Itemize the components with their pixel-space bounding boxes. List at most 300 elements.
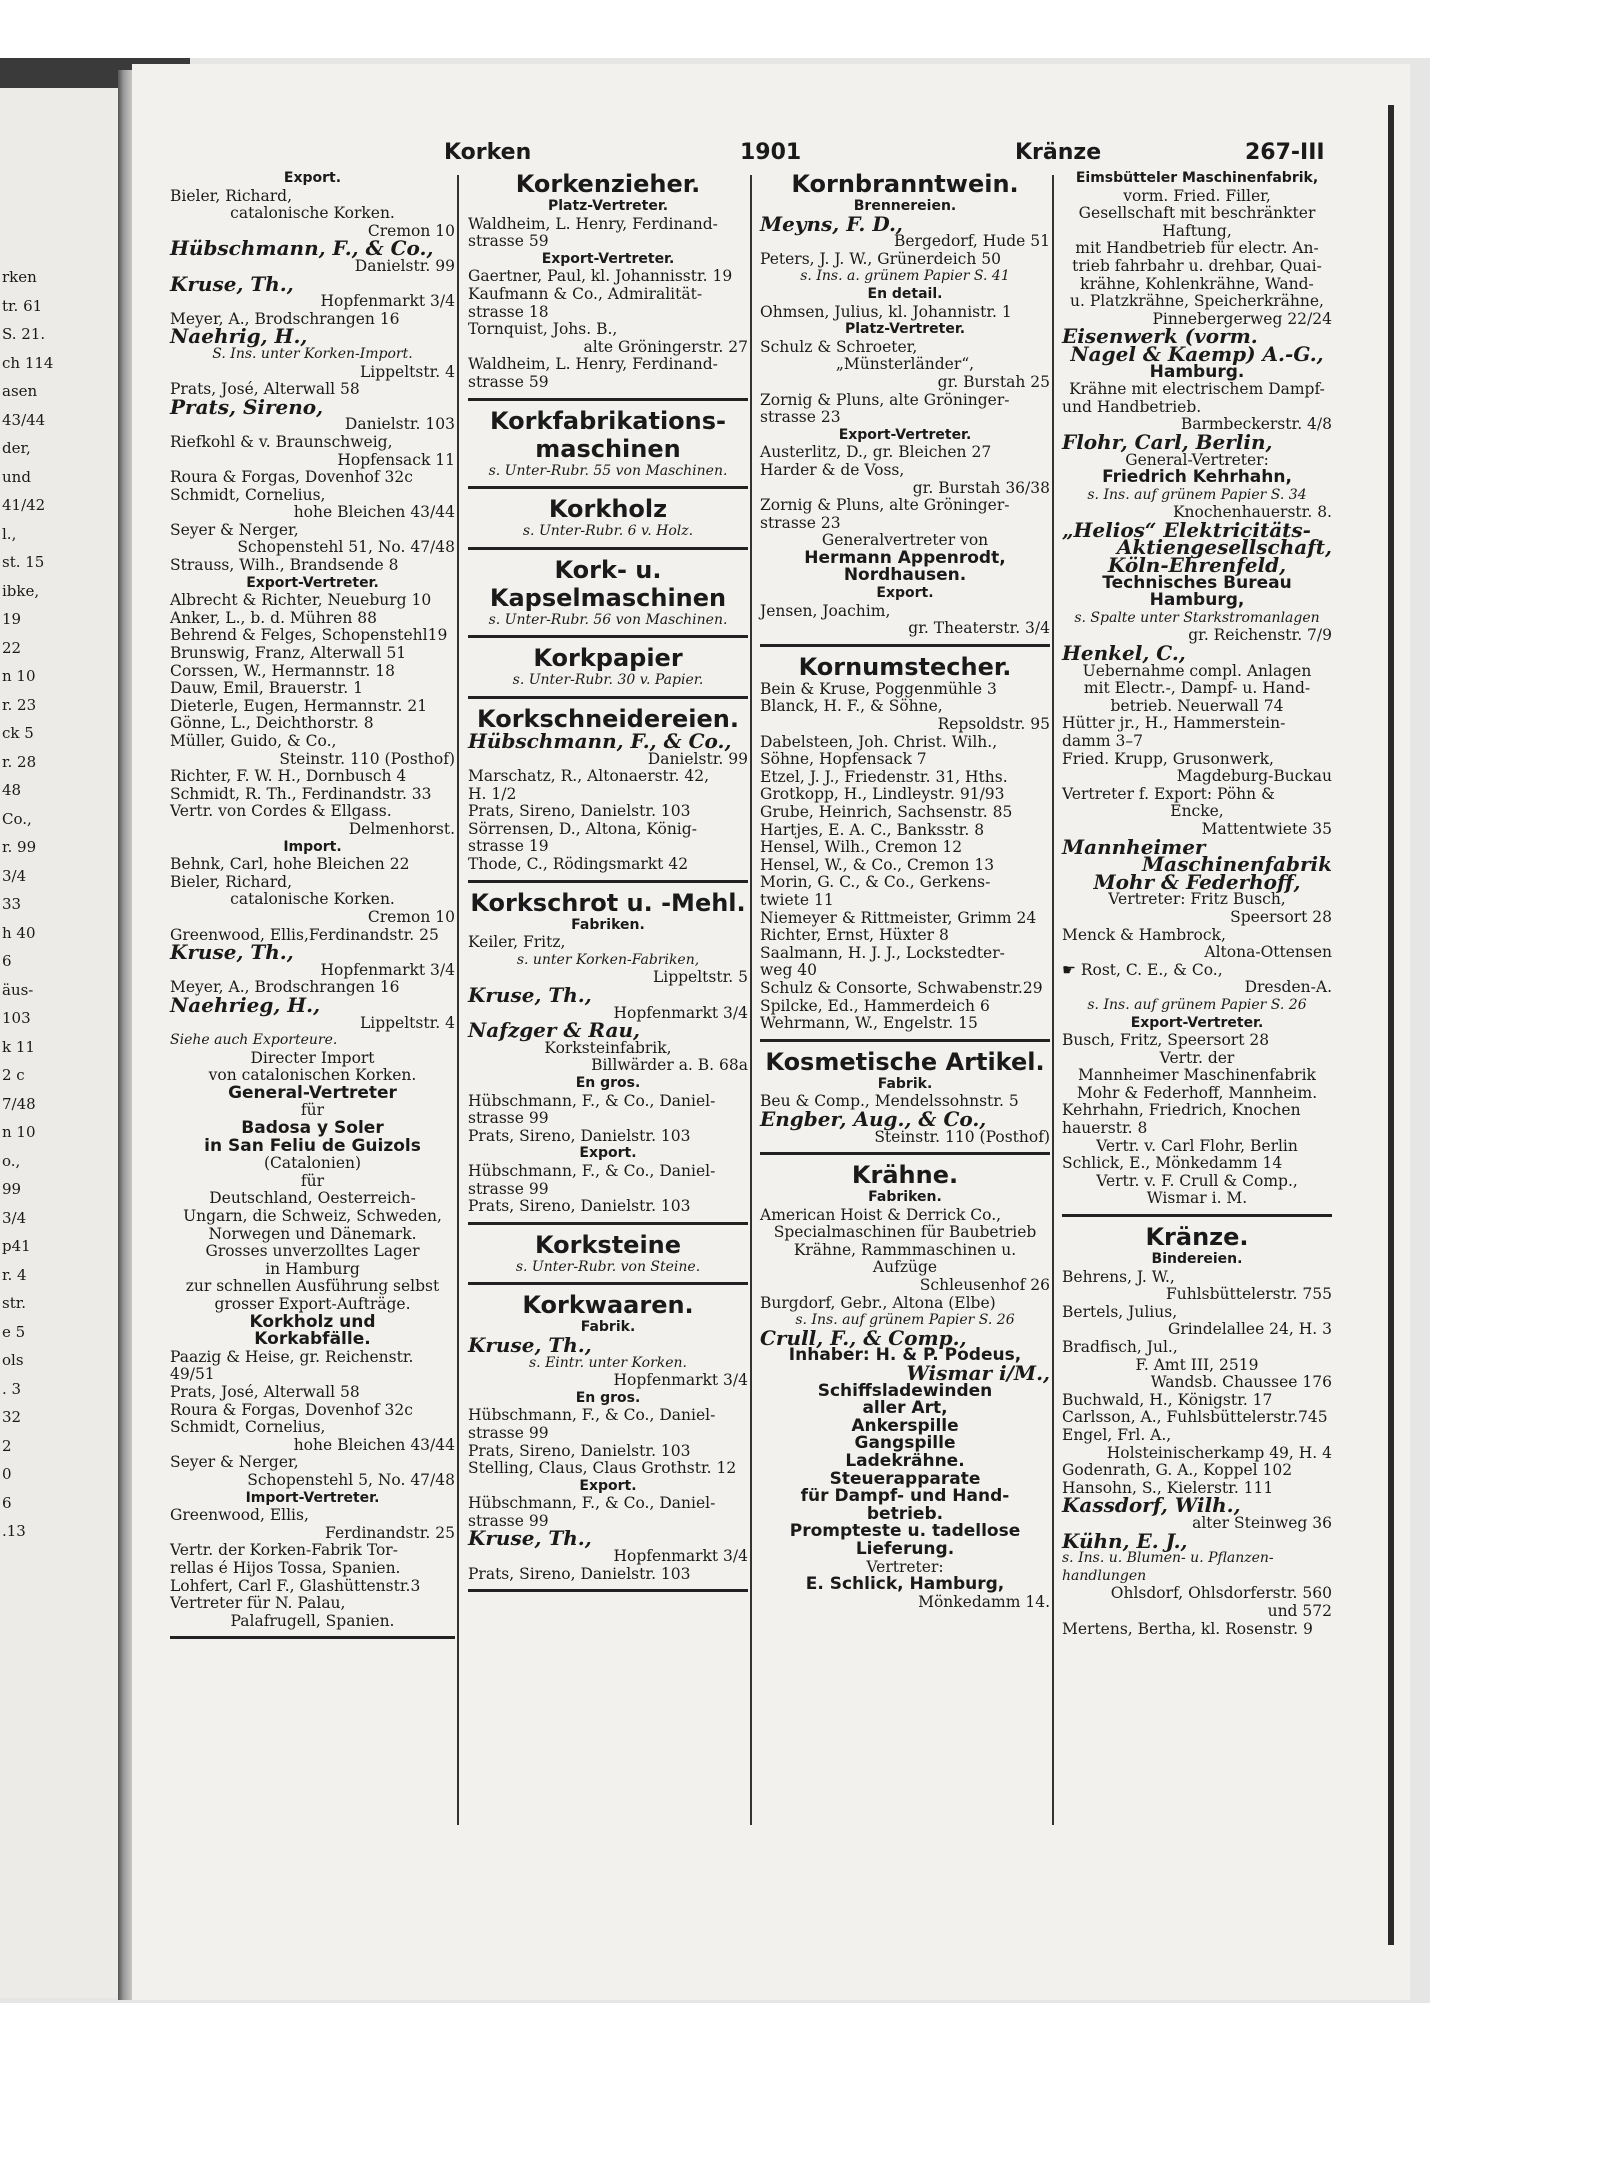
entry-line: Greenwood, Ellis,Ferdinandstr. 25 (170, 925, 439, 944)
left-page-text-fragment: 2 c (2, 1066, 25, 1084)
entry-line: Schopenstehl 5, No. 47/48 (247, 1470, 455, 1489)
entry-line: Repsoldstr. 95 (937, 715, 1050, 734)
entry-line: Waldheim, L. Henry, Ferdinand- (468, 214, 718, 233)
entry-line: Gaertner, Paul, kl. Johannisstr. 19 (468, 267, 733, 286)
entry-line: Bein & Kruse, Poggenmühle 3 (760, 679, 997, 698)
entry-line: Vertr. der (1159, 1048, 1235, 1067)
subsection-heading: Import-Vertreter. (245, 1489, 380, 1506)
left-page-text-fragment: 103 (2, 1009, 31, 1027)
section-heading: Kork- u. (554, 555, 662, 584)
reference-note: s. Spalte unter Starkstromanlagen (1074, 609, 1320, 626)
left-page-text-fragment: r. 4 (2, 1265, 27, 1284)
entry-line: Ferdinandstr. 25 (325, 1523, 455, 1542)
entry-line: Peters, J. J. W., Grünerdeich 50 (760, 249, 1001, 268)
entry-line: catalonische Korken. (230, 890, 395, 909)
entry-line: Grotkopp, H., Lindleystr. 91/93 (760, 785, 1005, 804)
section-heading: Kosmetische Artikel. (765, 1047, 1045, 1076)
reference-note: s. Unter-Rubr. 55 von Maschinen. (488, 462, 728, 479)
entry-line: Krähne mit electrischem Dampf- (1069, 380, 1325, 399)
entry-line: Cremon 10 (367, 907, 455, 926)
entry-line: Meyer, A., Brodschrangen 16 (170, 978, 400, 997)
entry-line: Grindelallee 24, H. 3 (1167, 1320, 1332, 1339)
entry-line: Hübschmann, F., & Co., Daniel- (468, 1161, 716, 1180)
subsection-heading: Export-Vertreter. (1130, 1014, 1264, 1031)
left-page-text-fragment: asen (2, 382, 38, 400)
entry-line: betrieb. Neuerwall 74 (1110, 696, 1284, 715)
advert-line: Ladekrähne. (845, 1451, 965, 1471)
entry-line: Morin, G. C., & Co., Gerkens- (760, 873, 991, 892)
entry-line: Saalmann, H. J. J., Lockstedter- (760, 943, 1005, 962)
entry-line: Uebernahme compl. Anlagen (1082, 661, 1312, 680)
entry-line: Ohlsdorf, Ohlsdorferstr. 560 (1110, 1584, 1332, 1603)
column-3 (760, 170, 1050, 1611)
advert-line: Nordhausen. (843, 565, 967, 586)
section-heading: Kränze. (1145, 1223, 1249, 1252)
section-rule (760, 1039, 1050, 1042)
advert-line: Schiffsladewinden (817, 1380, 993, 1401)
entry-line: Lippeltstr. 5 (652, 968, 748, 987)
entry-line: mit Handbetrieb für electr. An- (1075, 239, 1319, 258)
subsection-heading: Brennereien. (853, 198, 957, 214)
subsection-heading: Export. (876, 585, 934, 602)
entry-line: strasse 23 (760, 408, 841, 427)
entry-line: Directer Import (250, 1048, 375, 1067)
entry-line: Pinnebergerweg 22/24 (1152, 309, 1332, 328)
subsection-heading: Export-Vertreter. (838, 426, 972, 443)
left-page-text-fragment: st. 15 (2, 553, 45, 571)
entry-line: ☛ Rost, C. E., & Co., (1062, 960, 1223, 979)
advert-line: Badosa y Soler (241, 1118, 384, 1139)
advert-line: Hermann Appenrodt, (804, 547, 1006, 568)
entry-line: Mönkedamm 14. (918, 1592, 1050, 1611)
entry-line: Palafrugell, Spanien. (230, 1611, 395, 1630)
entry-line: Schulz & Schroeter, (760, 337, 918, 356)
entry-line: hohe Bleichen 43/44 (293, 503, 455, 522)
entry-line: Kehrhahn, Friedrich, Knochen (1062, 1101, 1301, 1120)
entry-line: strasse 59 (468, 232, 549, 251)
entry-line: strasse 99 (468, 1423, 549, 1442)
firm-name: Mannheimer (1062, 834, 1206, 859)
entry-line: Zornig & Pluns, alte Gröninger- (760, 390, 1010, 409)
entry-line: Mohr & Federhoff, Mannheim. (1076, 1083, 1318, 1102)
entry-line: strasse 23 (760, 513, 841, 532)
entry-line: alter Steinweg 36 (1192, 1513, 1332, 1532)
left-page-text-fragment: p41 (2, 1237, 31, 1255)
entry-line: Grube, Heinrich, Sachsenstr. 85 (760, 803, 1013, 821)
left-page-text-fragment: h 40 (2, 923, 36, 942)
firm-name: Henkel, C., (1062, 641, 1186, 666)
entry-line: Fried. Krupp, Grusonwerk, (1062, 749, 1274, 768)
advert-line: E. Schlick, Hamburg, (805, 1574, 1005, 1595)
entry-line: Grosses unverzolltes Lager (205, 1242, 420, 1261)
entry-line: Vertreter: Fritz Busch, (1108, 890, 1286, 909)
entry-line: Niemeyer & Rittmeister, Grimm 24 (760, 908, 1037, 927)
advert-line: Korkholz und (249, 1311, 376, 1332)
entry-line: Richter, F. W. H., Dornbusch 4 (170, 767, 407, 786)
firm-name: Flohr, Carl, Berlin, (1062, 429, 1273, 454)
entry-line: strasse 99 (468, 1511, 549, 1530)
subsection-heading: Platz-Vertreter. (547, 198, 669, 214)
entry-line: Aufzüge (872, 1258, 938, 1277)
entry-line: Mannheimer Maschinenfabrik (1078, 1066, 1316, 1085)
reference-note: Siehe auch Exporteure. (170, 1032, 338, 1049)
subsection-heading: Bindereien. (1151, 1251, 1243, 1268)
entry-line: Altona-Ottensen (1204, 943, 1332, 962)
entry-line: Lippeltstr. 4 (359, 362, 455, 381)
entry-line: grosser Export-Aufträge. (214, 1295, 411, 1313)
entry-line: für (300, 1171, 325, 1190)
entry-line: Deutschland, Oesterreich- (209, 1189, 416, 1208)
entry-line: Cremon 10 (367, 221, 455, 240)
firm-name: Nafzger & Rau, (468, 1018, 640, 1043)
subsection-heading: En gros. (575, 1075, 641, 1091)
subsection-heading: Export. (579, 1145, 637, 1162)
entry-line: Prats, Sireno, Danielstr. 103 (468, 1441, 691, 1460)
advert-line: für Dampf- und Hand- (800, 1486, 1010, 1507)
entry-line: Prats, Sireno, Danielstr. 103 (468, 1197, 691, 1216)
subsection-heading: Fabrik. (877, 1075, 933, 1092)
left-page-text-fragment: 33 (2, 895, 22, 913)
entry-line: Anker, L., b. d. Mühren 88 (170, 608, 377, 627)
entry-line: Generalvertreter von (821, 531, 989, 550)
book-gutter (118, 70, 132, 2000)
left-page-text-fragment: 32 (2, 1408, 22, 1426)
entry-line: Wehrmann, W., Engelstr. 15 (760, 1014, 978, 1033)
entry-line: Hopfenmarkt 3/4 (320, 960, 455, 979)
entry-line: Dresden-A. (1244, 978, 1332, 997)
section-rule (760, 1152, 1050, 1155)
subsection-heading: Export-Vertreter. (541, 250, 675, 267)
entry-line: Danielstr. 103 (344, 415, 455, 434)
entry-line: gr. Theaterstr. 3/4 (908, 619, 1050, 638)
section-heading: maschinen (535, 434, 681, 463)
entry-line: Marschatz, R., Altonaerstr. 42, (468, 767, 709, 786)
left-page-text-fragment: ch 114 (2, 353, 54, 372)
entry-line: F. Amt III, 2519 (1135, 1355, 1259, 1374)
subsection-heading: En gros. (575, 1389, 641, 1406)
advert-line: aller Art, (862, 1398, 948, 1419)
entry-line: Schulz & Consorte, Schwabenstr.29 (760, 978, 1043, 997)
reference-note: handlungen (1062, 1567, 1147, 1584)
subsection-heading: Platz-Vertreter. (844, 321, 966, 338)
section-rule (468, 1222, 748, 1225)
entry-line: vorm. Fried. Filler, (1123, 186, 1271, 205)
left-page-text-fragment: . 3 (2, 1379, 22, 1398)
left-page-text-fragment: 6 (2, 1493, 12, 1512)
entry-line: Meyer, A., Brodschrangen 16 (170, 309, 400, 328)
subsection-heading: Fabrik. (580, 1319, 636, 1336)
firm-name: Mohr & Federhoff, (1093, 869, 1301, 894)
left-page-text-fragment: S. 21. (2, 325, 46, 343)
left-page-text-fragment: 22 (2, 638, 22, 657)
section-heading: Kapselmaschinen (489, 583, 727, 612)
left-page-text-fragment: l., (2, 524, 17, 543)
entry-line: Hopfenmarkt 3/4 (613, 1371, 748, 1390)
subsection-heading: Import. (283, 838, 342, 855)
header-right: Kränze (1015, 140, 1102, 165)
advert-line: Steuerapparate (829, 1468, 981, 1489)
left-page-fragment (0, 88, 122, 1998)
section-rule (468, 398, 748, 401)
advert-line: Hamburg. (1149, 361, 1245, 382)
firm-name: Crull, F., & Comp., (760, 1325, 967, 1350)
reference-note: s. Ins. auf grünem Papier S. 26 (1087, 996, 1307, 1013)
firm-name: Meyns, F. D., (760, 211, 903, 236)
entry-line: Strauss, Wilh., Brandsende 8 (170, 556, 399, 575)
entry-line: Behnk, Carl, hohe Bleichen 22 (170, 855, 410, 874)
entry-line: Delmenhorst. (348, 819, 455, 838)
reference-note: s. Unter-Rubr. von Steine. (515, 1258, 701, 1275)
entry-line: Busch, Fritz, Speersort 28 (1062, 1031, 1270, 1050)
entry-line: Bieler, Richard, (170, 186, 293, 205)
firm-name: Eisenwerk (vorm. (1062, 324, 1258, 349)
entry-line: Richter, Ernst, Hüxter 8 (760, 926, 949, 945)
firm-name: Wismar i/M., (906, 1361, 1050, 1386)
firm-name: Kruse, Th., (170, 940, 294, 965)
subsection-heading: Export. (579, 1477, 637, 1494)
subsection-heading: Fabriken. (571, 916, 645, 933)
entry-line: Haftung, (1162, 221, 1232, 240)
entry-line: Zornig & Pluns, alte Gröninger- (760, 496, 1010, 515)
entry-line: Bertels, Julius, (1062, 1302, 1178, 1321)
left-page-text-fragment: 3/4 (2, 1208, 27, 1227)
entry-line: Hübschmann, F., & Co., Daniel- (468, 1494, 716, 1513)
entry-line: Hopfenmarkt 3/4 (613, 1003, 748, 1022)
entry-line: Buchwald, H., Königstr. 17 (1062, 1390, 1273, 1409)
entry-line: weg 40 (760, 961, 818, 980)
left-page-text-fragment: ck 5 (2, 724, 34, 742)
section-heading: Krähne. (851, 1161, 959, 1190)
reference-note: s. Ins. auf grünem Papier S. 26 (795, 1312, 1015, 1329)
entry-line: Vertr. v. Carl Flohr, Berlin (1096, 1136, 1298, 1155)
left-page-text-fragment: tr. 61 (2, 296, 43, 315)
section-rule (468, 635, 748, 638)
reference-note: s. Ins. a. grünem Papier S. 41 (800, 268, 1010, 285)
left-page-text-fragment: n 10 (2, 1123, 36, 1141)
entry-line: Stelling, Claus, Claus Grothstr. 12 (468, 1459, 737, 1478)
entry-line: Barmbeckerstr. 4/8 (1180, 415, 1332, 434)
entry-line: Vertreter f. Export: Pöhn & (1062, 784, 1275, 803)
left-page-text-fragment: k 11 (2, 1037, 35, 1056)
entry-line: damm 3–7 (1062, 732, 1143, 750)
reference-note: s. Unter-Rubr. 56 von Maschinen. (488, 611, 728, 628)
reference-note: s. unter Korken-Fabriken, (516, 951, 700, 968)
entry-line: Ungarn, die Schweiz, Schweden, (183, 1207, 442, 1226)
entry-line: rellas é Hijos Tossa, Spanien. (170, 1558, 401, 1577)
left-page-text-fragment: und (2, 467, 31, 486)
entry-line: Hensel, Wilh., Cremon 12 (760, 838, 963, 857)
entry-line: Behrens, J. W., (1062, 1267, 1175, 1286)
entry-line: Waldheim, L. Henry, Ferdinand- (468, 355, 718, 374)
entry-line: Gesellschaft mit beschränkter (1078, 204, 1316, 223)
section-heading: Korkschneidereien. (477, 704, 739, 733)
entry-line: Billwärder a. B. 68a (591, 1056, 748, 1075)
entry-line: Gönne, L., Deichthorstr. 8 (170, 714, 374, 733)
firm-name: „Helios“ Elektricitäts- (1062, 517, 1311, 542)
entry-line: hohe Bleichen 43/44 (293, 1435, 455, 1454)
firm-name: Kruse, Th., (468, 983, 592, 1008)
left-page-text-fragment: o., (2, 1151, 21, 1170)
left-page-text-fragment: 7/48 (2, 1094, 36, 1113)
firm-name: Köln-Ehrenfeld, (1107, 553, 1287, 578)
entry-line: Hartjes, E. A. C., Banksstr. 8 (760, 820, 985, 839)
left-page-text-fragment: e 5 (2, 1322, 26, 1341)
entry-line: Speersort 28 (1230, 907, 1332, 926)
entry-line: Prats, José, Alterwall 58 (170, 380, 360, 399)
entry-line: Encke, (1170, 802, 1224, 821)
entry-line: Lippeltstr. 4 (359, 1013, 455, 1032)
column-divider (457, 175, 459, 1825)
entry-line: Mattentwiete 35 (1201, 819, 1332, 838)
entry-line: Hensel, W., & Co., Cremon 13 (760, 855, 995, 874)
firm-name: Kruse, Th., (170, 271, 294, 296)
page-edge-shadow (1388, 105, 1394, 1945)
entry-line: Hansohn, S., Kielerstr. 111 (1062, 1478, 1274, 1497)
left-page-text-fragment: str. (2, 1294, 27, 1312)
firm-name: Aktiengesellschaft, (1116, 535, 1332, 560)
entry-line: Hütter jr., H., Hammerstein- (1062, 714, 1286, 733)
entry-line: Hopfensack 11 (337, 450, 455, 469)
entry-line: Sörrensen, D., Altona, König- (468, 819, 697, 838)
entry-line: von catalonischen Korken. (208, 1066, 417, 1085)
entry-line: Corssen, W., Hermannstr. 18 (170, 661, 395, 680)
entry-line: Bradfisch, Jul., (1062, 1338, 1178, 1356)
left-page-text-fragment: ols (2, 1351, 24, 1369)
entry-line: strasse 19 (468, 837, 549, 856)
section-rule (468, 696, 748, 699)
left-page-text-fragment: rken (2, 268, 37, 286)
entry-line: Krähne, Rammmaschinen u. (793, 1240, 1017, 1259)
entry-line: Greenwood, Ellis, (170, 1506, 309, 1525)
entry-line: für (300, 1101, 325, 1120)
entry-line: Lohfert, Carl F., Glashüttenstr.3 (170, 1576, 421, 1595)
entry-line: Söhne, Hopfensack 7 (760, 750, 927, 769)
firm-name: Hübschmann, F., & Co., (468, 728, 732, 753)
entry-line: Prats, Sireno, Danielstr. 103 (468, 1564, 691, 1583)
entry-line: alte Gröningerstr. 27 (583, 337, 748, 356)
entry-line: Paazig & Heise, gr. Reichenstr. (170, 1347, 414, 1366)
left-page-text-fragment: ibke, (2, 581, 40, 600)
entry-line: Keiler, Fritz, (468, 933, 566, 952)
left-page-text-fragment: .13 (2, 1522, 26, 1540)
left-page-text-fragment: Co., (2, 809, 32, 828)
entry-line: Hübschmann, F., & Co., Daniel- (468, 1091, 716, 1110)
entry-line: mit Electr.-, Dampf- u. Hand- (1083, 679, 1311, 698)
advert-line: Friedrich Kehrhahn, (1102, 467, 1292, 488)
advert-line: Lieferung. (855, 1538, 955, 1559)
entry-line: strasse 99 (468, 1109, 549, 1128)
entry-line: Seyer & Nerger, (170, 1453, 299, 1472)
left-page-text-fragment: n 10 (2, 667, 36, 685)
header-left: Korken (444, 140, 532, 165)
section-heading: Korkholz (548, 495, 668, 524)
firm-name: Engber, Aug., & Co., (760, 1106, 987, 1131)
entry-line: Schopenstehl 51, No. 47/48 (237, 538, 455, 557)
firm-name: Kühn, E. J., (1062, 1528, 1188, 1553)
entry-line: Wismar i. M. (1146, 1189, 1248, 1208)
entry-line: Tornquist, Johs. B., (468, 320, 618, 339)
entry-line: Schmidt, Cornelius, (170, 485, 326, 504)
left-page-text-fragment: 19 (2, 610, 22, 628)
reference-note: S. Ins. unter Korken-Import. (212, 345, 413, 362)
entry-line: Mertens, Bertha, kl. Rosenstr. 9 (1062, 1619, 1313, 1638)
reference-note: s. Eintr. unter Korken. (528, 1354, 687, 1371)
entry-line: trieb fahrbahr u. drehbar, Quai- (1072, 256, 1322, 275)
entry-line: Jensen, Joachim, (760, 601, 891, 620)
section-rule (468, 486, 748, 489)
entry-line: Godenrath, G. A., Koppel 102 (1062, 1461, 1293, 1480)
left-page-text-fragment: r. 99 (2, 838, 37, 856)
entry-line: Schmidt, R. Th., Ferdinandstr. 33 (170, 784, 432, 803)
entry-line: „Münsterländer“, (835, 355, 975, 374)
firm-name: Naehrieg, H., (170, 992, 321, 1017)
left-page-text-fragment: 2 (2, 1436, 12, 1455)
entry-line: zur schnellen Ausführung selbst (185, 1277, 440, 1296)
entry-line: Vertreter für N. Palau, (170, 1594, 346, 1613)
entry-line: Prats, Sireno, Danielstr. 103 (468, 802, 691, 821)
left-page-text-fragment: der, (2, 439, 31, 457)
entry-line: Menck & Hambrock, (1062, 925, 1226, 944)
reference-note: s. Ins. auf grünem Papier S. 34 (1087, 486, 1307, 503)
entry-line: Bieler, Richard, (170, 872, 293, 891)
subsection-heading: En detail. (867, 285, 943, 302)
header-year: 1901 (740, 140, 802, 165)
left-page-text-fragment: r. 23 (2, 695, 37, 714)
entry-line: Thode, C., Rödingsmarkt 42 (468, 855, 689, 874)
entry-line: Brunswig, Franz, Alterwall 51 (170, 644, 407, 663)
section-rule (170, 1636, 455, 1639)
entry-line: Steinstr. 110 (Posthof) (279, 749, 455, 768)
entry-line: Burgdorf, Gebr., Altona (Elbe) (760, 1293, 996, 1312)
entry-line: Korksteinfabrik, (544, 1038, 672, 1057)
entry-line: Dieterle, Eugen, Hermannstr. 21 (170, 696, 428, 715)
section-heading: Korkfabrikations- (489, 406, 726, 435)
firm-name: Hübschmann, F., & Co., (170, 236, 434, 261)
entry-line: catalonische Korken. (230, 204, 395, 223)
section-heading: Korkenzieher. (515, 170, 701, 198)
advert-line: Korkabfälle. (254, 1329, 371, 1350)
entry-line: American Hoist & Derrick Co., (760, 1205, 1002, 1224)
entry-line: strasse 18 (468, 302, 549, 321)
section-rule (468, 1282, 748, 1285)
column-2 (468, 170, 748, 1598)
firm-name: Kruse, Th., (468, 1526, 592, 1551)
entry-line: Etzel, J. J., Friedenstr. 31, Hths. (760, 767, 1008, 786)
entry-line: Wandsb. Chaussee 176 (1150, 1373, 1332, 1392)
entry-line: Riefkohl & v. Braunschweig, (170, 432, 393, 451)
entry-line: Vertr. der Korken-Fabrik Tor- (170, 1541, 398, 1560)
section-rule (1062, 1214, 1332, 1217)
entry-line: Steinstr. 110 (Posthof) (874, 1127, 1050, 1146)
entry-line: Vertr. von Cordes & Ellgass. (170, 802, 392, 821)
entry-line: Roura & Forgas, Dovenhof 32c (170, 1400, 413, 1419)
entry-line: Norwegen und Dänemark. (208, 1224, 417, 1243)
section-heading: Korkwaaren. (522, 1291, 694, 1320)
entry-line: Seyer & Nerger, (170, 520, 299, 539)
entry-line: Schmidt, Cornelius, (170, 1418, 326, 1437)
entry-line: Blanck, H. F., & Söhne, (760, 697, 943, 716)
entry-line: Engel, Frl. A., (1062, 1425, 1172, 1444)
entry-line: Hübschmann, F., & Co., Daniel- (468, 1406, 716, 1425)
entry-line: Albrecht & Richter, Neueburg 10 (170, 591, 432, 610)
entry-line: Vertr. v. F. Crull & Comp., (1096, 1171, 1298, 1190)
entry-line: hauerstr. 8 (1062, 1119, 1148, 1138)
section-rule (760, 644, 1050, 647)
entry-line: H. 1/2 (468, 784, 517, 803)
entry-line: Beu & Comp., Mendelssohnstr. 5 (760, 1092, 1019, 1111)
entry-line: Müller, Guido, & Co., (170, 732, 337, 750)
firm-name: Prats, Sireno, (170, 394, 324, 419)
